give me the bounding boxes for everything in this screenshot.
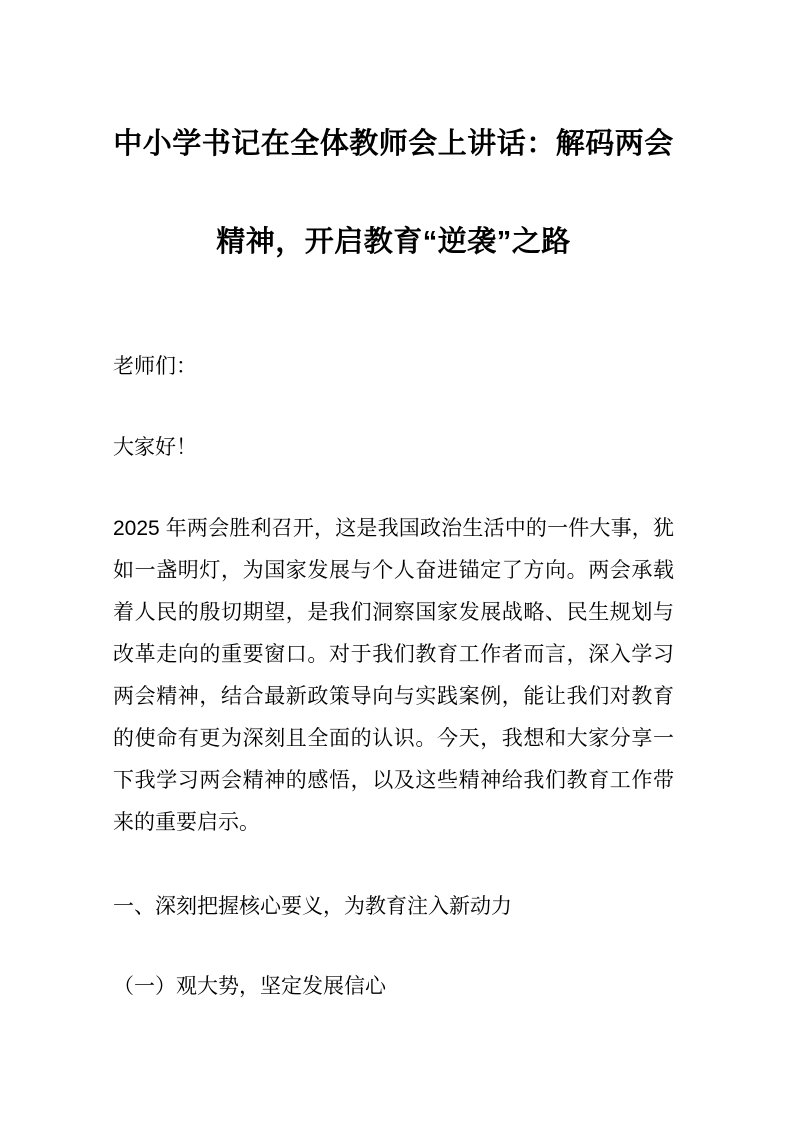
document-title-line-1: 中小学书记在全体教师会上讲话：解码两会 <box>113 128 674 160</box>
paragraph-line-last: 来的重要启示。 <box>113 811 260 834</box>
paragraph-line: 着人民的殷切期望，是我们洞察国家发展战略、民生规划与 <box>113 601 674 624</box>
salutation-text: 老师们： <box>113 355 197 378</box>
paragraph-line: 2025 年两会胜利召开，这是我国政治生活中的一件大事，犹 <box>113 517 674 540</box>
paragraph-line: 改革走向的重要窗口。对于我们教育工作者而言，深入学习 <box>113 643 674 666</box>
greeting-text: 大家好！ <box>113 436 197 459</box>
paragraph-line: 的使命有更为深刻且全面的认识。今天，我想和大家分享一 <box>113 727 674 750</box>
section-heading: 一、深刻把握核心要义，为教育注入新动力 <box>113 895 512 918</box>
paragraph-line: 下我学习两会精神的感悟，以及这些精神给我们教育工作带 <box>113 769 674 792</box>
paragraph-line: 两会精神，结合最新政策导向与实践案例，能让我们对教育 <box>113 685 674 708</box>
paragraph-line: 如一盏明灯，为国家发展与个人奋进锚定了方向。两会承载 <box>113 559 674 582</box>
subsection-heading: （一）观大势，坚定发展信心 <box>113 975 386 998</box>
document-title-line-2: 精神，开启教育“逆袭”之路 <box>216 226 571 258</box>
